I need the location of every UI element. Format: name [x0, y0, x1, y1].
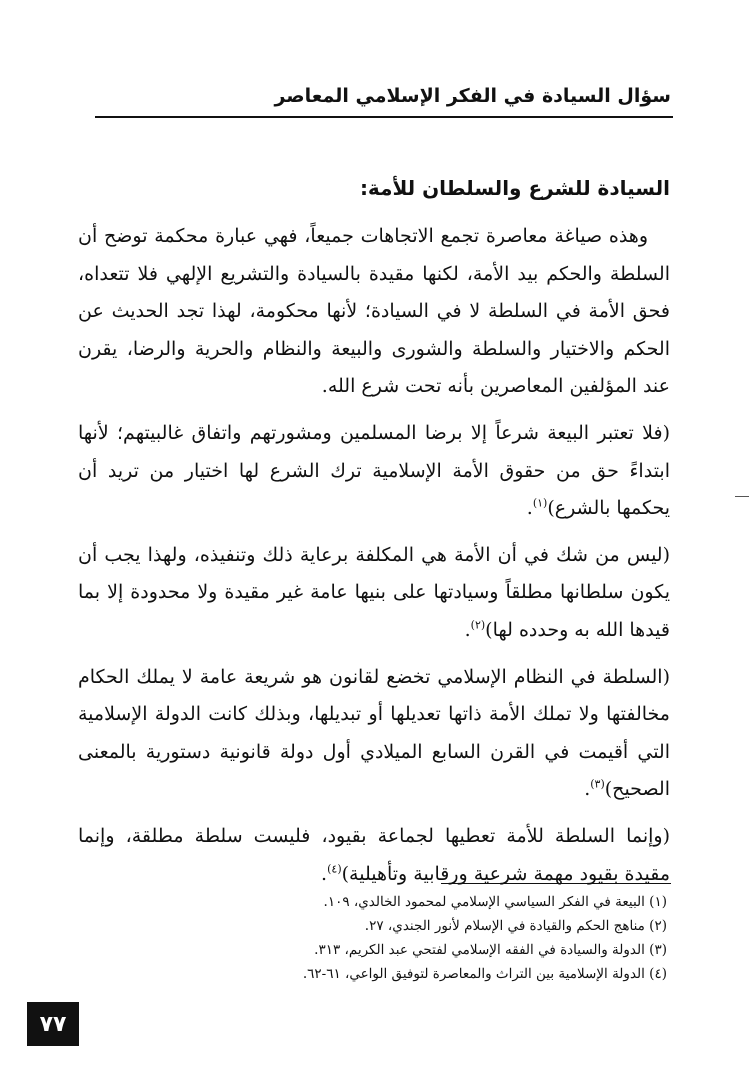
footnote-rule [441, 883, 671, 884]
footnote-ref: (٣) [590, 777, 605, 791]
paragraph-text: (فلا تعتبر البيعة شرعاً إلا برضا المسلمين ومشورتهم واتفاق غالبيتهم؛ لأنها ابتداءً حق من حقوق الأمة الإسلامية ترك الشرع لها اختيار من تريد أن يحكمها بالشرع) [78, 421, 670, 520]
paragraph-2 [78, 415, 670, 528]
paragraph-5 [78, 818, 670, 893]
footnotes [79, 890, 671, 986]
margin-mark [735, 496, 749, 497]
footnote-3: (٣) الدولة والسيادة في الفقه الإسلامي لفتحي عبد الكريم، ٣١٣. [314, 942, 667, 958]
footnote-ref: (١) [532, 496, 548, 510]
footnote-ref: (٤) [327, 862, 342, 876]
section-title: السيادة للشرع والسلطان للأمة: [359, 176, 670, 200]
paragraph-text: وهذه صياغة معاصرة تجمع الاتجاهات جميعاً، فهي عبارة محكمة توضح أن السلطة والحكم بيد الأمة، لكنها مقيدة بالسيادة والتشريع الإلهي فلا تتعداه، فحق الأمة في السلطة لا في السيادة؛ لأنها محكومة، لهذا تجد الحديث عن الحكم والاختيار والسلطة والشورى والبيعة والنظام والحرية والرضا، يقرن عند المؤلفين المعاصرين بأنه تحت شرع الله. [78, 225, 670, 398]
paragraph-tail: . [526, 497, 533, 520]
paragraph-1 [78, 218, 670, 406]
footnote-1: (١) البيعة في الفكر السياسي الإسلامي لمحمود الخالدي، ١٠٩. [323, 894, 667, 910]
footnote-2: (٢) مناهج الحكم والقيادة في الإسلام لأنور الجندي، ٢٧. [364, 918, 667, 934]
paragraph-text: (السلطة في النظام الإسلامي تخضع لقانون هو شريعة عامة لا يملك الحكام مخالفتها ولا تملك الأمة ذاتها تعديلها أو تبديلها، وبذلك كانت الدولة الإسلامية التي أقيمت في القرن السابع الميلادي أول دولة قانونية دستورية بالمعنى الصحيح) [78, 665, 670, 801]
paragraph-tail: . [584, 778, 591, 801]
paragraph-text: (ليس من شك في أن الأمة هي المكلفة برعاية ذلك وتنفيذه، ولهذا يجب أن يكون سلطانها مطلقاً وسيادتها على بنيها عامة غير مقيدة ولا محدودة إلا بما قيدها الله به وحدده لها) [78, 543, 670, 641]
header-rule [95, 116, 673, 118]
running-header: سؤال السيادة في الفكر الإسلامي المعاصر [274, 85, 671, 107]
paragraph-4 [78, 659, 670, 809]
footnote-ref: (٢) [470, 618, 486, 632]
paragraph-tail: . [464, 618, 471, 641]
paragraph-text: (وإنما السلطة للأمة تعطيها لجماعة بقيود، فليست سلطة مطلقة، وإنما مقيدة بقيود مهمة شرعية ورقابية وتأهيلية) [78, 824, 670, 885]
paragraph-3 [78, 537, 670, 650]
main-text [78, 172, 670, 902]
page-number: ٧٧ [27, 1002, 79, 1046]
paragraph-tail: . [321, 862, 328, 885]
footnote-4: (٤) الدولة الإسلامية بين التراث والمعاصرة لتوفيق الواعي، ٦١-٦٢. [302, 966, 667, 982]
